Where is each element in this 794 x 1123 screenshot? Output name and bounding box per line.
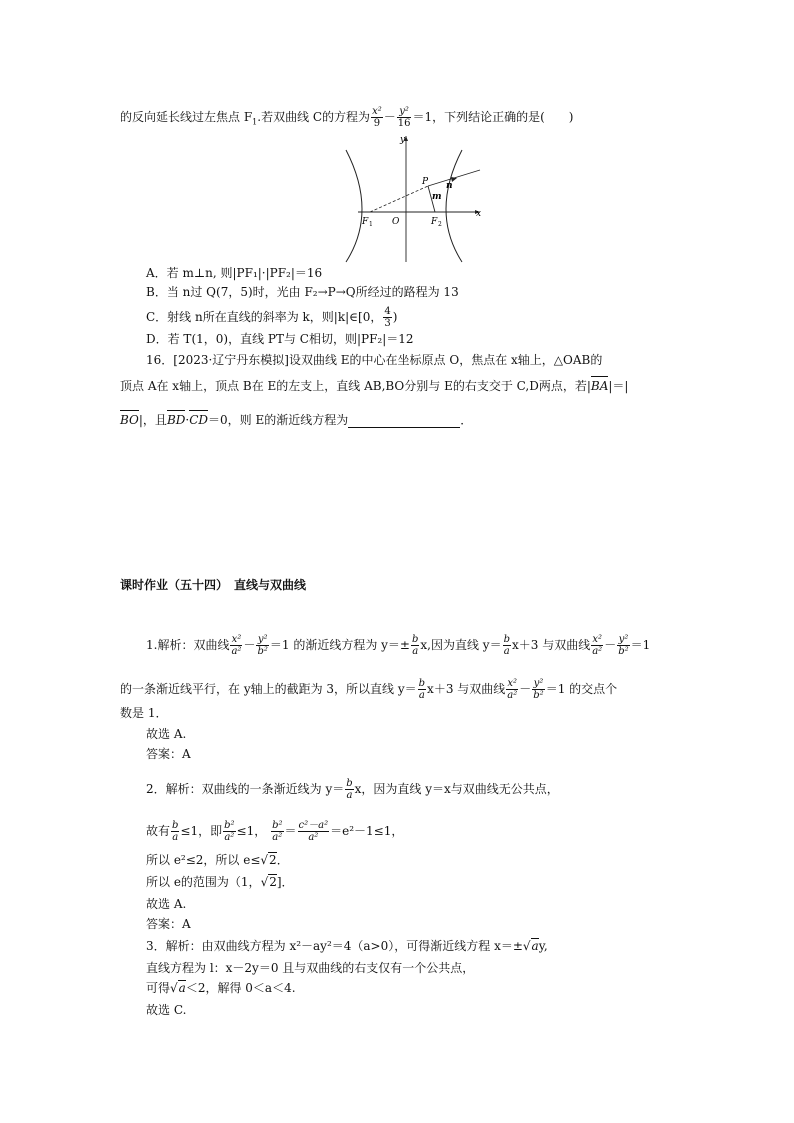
answer-1-line-4: 故选 A. — [146, 727, 187, 741]
option-a: A．若 m⊥n, 则|PF₁|·|PF₂|＝16 — [146, 266, 323, 280]
answer-3-line-4: 故选 C. — [146, 1003, 187, 1017]
answer-2-line-5: 故选 A. — [146, 897, 187, 911]
p-label: P — [422, 177, 429, 187]
answer-2-line-3: 所以 e²≤2，所以 e≤√2． — [146, 853, 289, 867]
answer-2-line-4: 所以 e的范围为（1，√2]． — [146, 875, 294, 889]
answer-1-line-2: 的一条渐近线平行，在 y轴上的截距为 3，所以直线 y＝ $\frac{b}{a}$ x＋3 与双曲线 $\frac{\text{x²}}{\text{a²}}$ － $\frac{\text{y²}}{\text{b²}}$ ＝1 的交点个 — [120, 678, 618, 701]
fraction: $\frac{\text{x²}}{9}$ — [372, 106, 382, 129]
answer-3-line-3: 可得√a＜2，解得 0＜a＜4. — [146, 981, 296, 995]
option-c: C．射线 n所在直线的斜率为 k，则|k|∈[0， $\frac{4}{3}$ ) — [146, 306, 398, 329]
answer-2-line-1: 2．解析：双曲线的一条渐近线为 y＝ $\frac{b}{a}$ x，因为直线 y＝x与双曲线无公共点， — [146, 778, 559, 801]
q16-line-1: 16．[2023·辽宁丹东模拟]设双曲线 E的中心在坐标原点 O，焦点在 x轴上，△OAB的 — [146, 353, 603, 367]
origin-label: O — [392, 217, 400, 227]
m-label: m — [432, 192, 442, 202]
answer-blank — [348, 415, 460, 428]
hyperbola-figure — [340, 132, 490, 264]
answer-1-line-1: 1.解析：双曲线 $\frac{\text{x²}}{\text{a²}}$ － $\frac{\text{y²}}{\text{b²}}$ ＝1 的渐近线方程为 y＝± $\frac{b}{a}$ x,因为直线 y＝ $\frac{b}{a}$ x＋3 与双曲线 $\frac{\text{x²}}{\text{a²}}$ － $\frac{\text{y²}}{\text{b²}}$ ＝1 — [146, 634, 651, 657]
q15-stem: 的反向延长线过左焦点 $F_1$.若双曲线 C的方程为 $\frac{\text{x²}}{9}$ － $\frac{\text{y²}}{16}$ ＝1，下列结论正确的是( ) — [120, 106, 574, 129]
q16-line-3: BO|，且BD·CD＝0，则 E的渐近线方程为 ． — [120, 413, 473, 427]
x-axis-label: x — [476, 209, 482, 219]
answer-3-line-2: 直线方程为 l：x－2y＝0 且与双曲线的右支仅有一个公共点， — [146, 961, 475, 975]
f2-label: F — [431, 217, 438, 227]
fraction: $\frac{\text{y²}}{16}$ — [397, 106, 411, 129]
option-b: B．当 n过 Q(7，5)时，光由 F₂→P→Q所经过的路程为 13 — [146, 285, 459, 299]
f1-label: F — [362, 217, 369, 227]
fraction: $\frac{4}{3}$ — [384, 306, 391, 329]
answer-1-line-5: 答案：A — [146, 747, 191, 761]
y-axis-label: y — [400, 135, 406, 145]
option-d: D．若 T(1，0)，直线 PT与 C相切，则|PF₂|＝12 — [146, 332, 414, 346]
n-label: n — [446, 181, 453, 191]
answer-1-line-3: 数是 1． — [120, 706, 168, 720]
answer-2-line-2: 故有 $\frac{b}{a}$ ≤1，即 $\frac{\text{b²}}{\text{a²}}$ ≤1， $\frac{\text{b²}}{\text{a²}}$ ＝ $\frac{\text{c²－a²}}{\text{a²}}$ ＝e²－1≤1， — [146, 820, 404, 843]
answer-3-line-1: 3．解析：由双曲线方程为 x²－ay²＝4（a>0），可得渐近线方程 x＝±√ay, — [146, 939, 548, 953]
answer-2-line-6: 答案：A — [146, 917, 191, 931]
f2-subscript: 2 — [438, 221, 442, 228]
q16-line-2: 顶点 A在 x轴上，顶点 B在 E的左支上，直线 AB,BO分别与 E的右支交于 C,D两点，若|BA|＝| — [120, 379, 629, 393]
f1-subscript: 1 — [369, 221, 373, 228]
section-title: 课时作业（五十四） 直线与双曲线 — [120, 578, 307, 592]
